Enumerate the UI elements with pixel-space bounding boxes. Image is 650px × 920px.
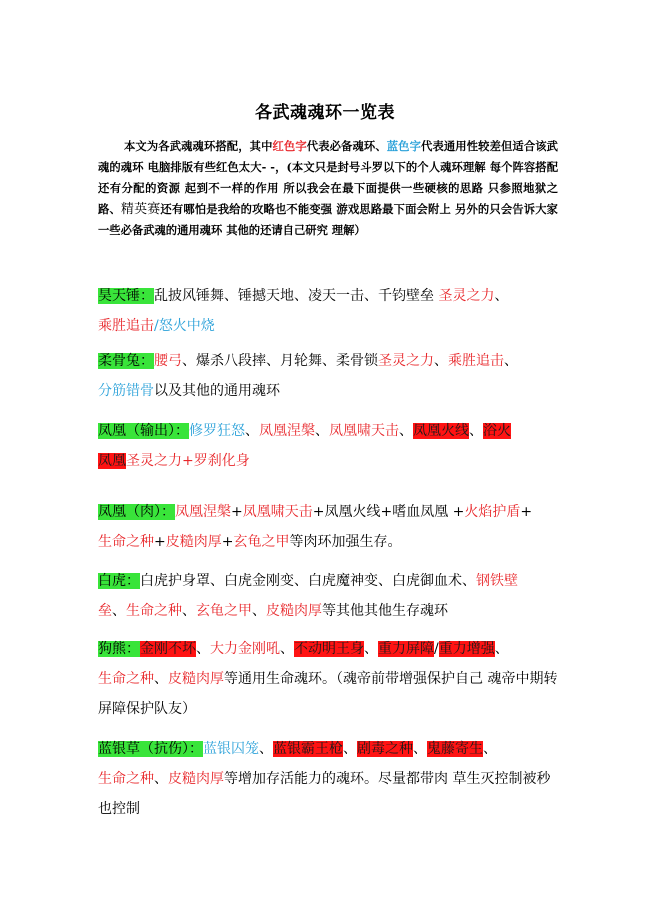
section-baihu [98,566,560,626]
must-ring: 生命之种 [98,534,154,550]
text: + [154,534,166,550]
must-ring: 乘胜追击 [98,318,154,334]
text: 、 [343,741,357,757]
text: 、 [154,671,168,687]
must-ring: 凤凰涅槃 [259,423,315,439]
label-gouxiong: 狗熊： [98,641,140,657]
highlight-ring: 剧毒之种 [357,741,413,757]
must-ring: 钢铁壁 [476,573,518,589]
text: 、 [196,641,210,657]
text: 、 [154,771,168,787]
text: 、 [483,741,497,757]
text: 、 [315,423,329,439]
intro-text-2: 代表必备魂环、 [306,139,387,153]
must-ring: 凤凰涅槃 [175,504,231,520]
must-ring: 乘胜追击 [448,353,504,369]
text: 、 [494,288,509,304]
text: 、 [399,423,413,439]
optional-ring: 分筋错骨 [98,383,154,399]
must-ring: 生命之种 [98,771,154,787]
text: 、 [182,603,196,619]
section-fenghuang-output [98,416,560,476]
text: 等增加存活能力的魂环。尽量都带肉 草生灭控制被秒也控制 [98,771,551,817]
page-title: 各武魂魂环一览表 [255,103,395,123]
must-ring: 火焰护盾 [464,504,521,520]
highlight-ring: 金刚不坏 [140,641,196,657]
text: 、 [413,741,427,757]
text: 、 [280,641,294,657]
section-fenghuang-tank [98,497,560,557]
highlight-ring: 凤凰 [98,453,126,469]
text: 以及其他的通用魂环 [154,383,280,399]
highlight-ring: 不动明王身 [294,641,364,657]
must-ring: 玄龟之甲 [233,534,290,550]
must-ring: 圣灵之力 [438,288,495,304]
highlight-ring: 蓝银霸王枪 [273,741,343,757]
must-ring: 生命之种 [126,603,182,619]
text: 乱披风锤舞、锤撼天地、凌天一击、千钧壁垒 [154,288,439,304]
intro-blue-word: 蓝色字 [386,139,422,153]
must-ring: 凤凰啸天击 [242,504,313,520]
intro-paragraph [98,136,558,241]
text: 、 [112,603,126,619]
label-rougu: 柔骨兔： [98,353,154,369]
text: 、 [504,353,518,369]
text: + [231,504,243,520]
highlight-ring: 浴火 [483,423,511,439]
intro-text-4: 还有哪怕是我给的攻略也不能变强 游戏思路最下面会附上 另外的只会告诉大家一些必备武魂的通用魂环 其他的还请自己研究 理解） [98,202,558,237]
highlight-ring: 重力屏障 [378,641,434,657]
text: 、 [259,741,273,757]
label-haotian: 昊天锤： [98,288,154,304]
text: 白虎护身罩、白虎金刚变、白虎魔神变、白虎御血术、 [140,573,476,589]
text: +凤凰火线+嗜血凤凰 + [312,504,465,520]
text: 等肉环加强生存。 [289,534,402,550]
intro-text-1: 本文为各武魂魂环搭配，其中 [124,139,273,153]
must-ring: 圣灵之力+罗刹化身 [126,453,250,469]
must-ring: 凤凰啸天击 [329,423,399,439]
text: + [520,504,533,520]
text: 、 [252,603,266,619]
must-ring: 皮糙肉厚 [266,603,322,619]
must-ring: 玄龟之甲 [196,603,252,619]
text: 等通用生命魂环。（魂帝前带增强保护自己 魂帝中期转屏障保护队友） [98,671,558,717]
section-haotian [98,281,560,341]
intro-red-word: 红色字 [272,139,307,153]
intro-big-word: 精英赛 [120,202,161,217]
text: 等其他其他生存魂环 [322,603,448,619]
section-gouxiong [98,634,560,724]
text: 、 [494,641,509,657]
label-lanyincao: 蓝银草（抗伤）： [98,741,203,757]
text: + [221,534,234,550]
text: 、 [469,423,483,439]
optional-ring: 蓝银囚笼 [203,741,259,757]
must-ring: 皮糙肉厚 [165,534,222,550]
text: 、 [434,353,448,369]
must-ring: 生命之种 [98,671,154,687]
must-ring: 皮糙肉厚 [168,771,224,787]
label-fenghuang-output: 凤凰（输出）： [98,423,189,439]
highlight-ring: 重力增强 [438,641,495,657]
must-ring: 腰弓 [154,353,182,369]
intro-text-3: 代表通用性较差但适合该武魂的魂环 电脑排版有些红色太大- -，(本文只是封号斗罗以下的个人魂环理解 每个阵容搭配 还有分配的资源 起到不一样的作用 所以我会在最下面提供一些硬核的思路 只参照地狱之路、 [98,139,558,216]
optional-ring: 修罗狂怒 [189,423,245,439]
text: 、爆杀八段摔、月轮舞、柔骨锁 [182,353,378,369]
must-ring: 垒 [98,603,112,619]
must-ring: 大力金刚吼 [210,641,280,657]
section-rougu [98,346,560,406]
section-lanyincao [98,734,560,824]
highlight-ring: 鬼藤寄生 [427,741,483,757]
text: 、 [245,423,259,439]
highlight-ring: 凤凰火线 [413,423,469,439]
must-ring: 皮糙肉厚 [168,671,224,687]
text: 、 [364,641,378,657]
must-ring: 圣灵之力 [378,353,434,369]
optional-ring: /怒火中烧 [154,318,215,334]
label-fenghuang-tank: 凤凰（肉）： [98,504,175,520]
label-baihu: 白虎： [98,573,140,589]
text: / [434,641,439,657]
